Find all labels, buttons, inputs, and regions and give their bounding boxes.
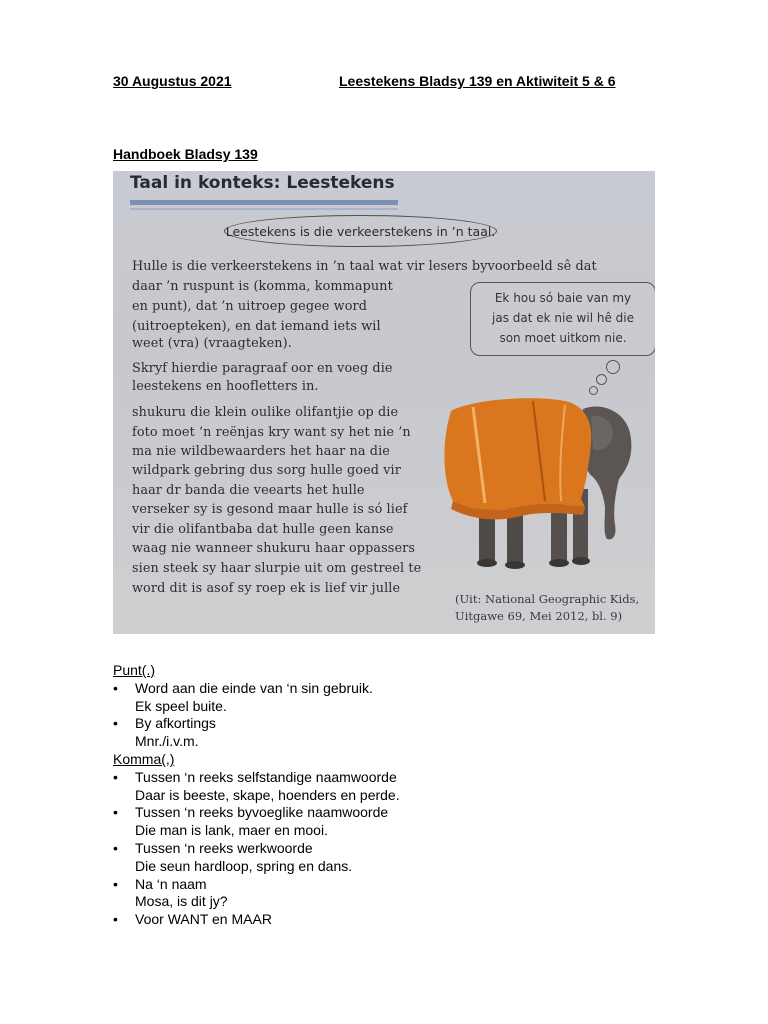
punt-heading: Punt(.) [113,662,156,678]
bullet-icon: • [113,839,118,856]
exercise-line: haar dr banda die veearts het hulle [132,483,365,498]
bubble-line: son moet uitkom nie. [499,331,627,345]
list-item [113,911,713,929]
bullet-icon: • [113,679,118,696]
elephant-in-raincoat-image [433,383,643,593]
bubble-line: jas dat ek nie wil hê die [492,311,634,325]
list-item-example: Ek speel buite. [135,697,227,714]
photo-caption-line: Uitgawe 69, Mei 2012, bl. 9) [455,609,623,623]
list-item-text: Tussen ‘n reeks byvoeglike naamwoorde [135,804,389,821]
speech-bubble [470,282,655,356]
list-item-example: Mnr./i.v.m. [135,733,199,750]
list-item-text: By afkortings [135,715,216,732]
intro-line: (uitroepteken), en dat iemand iets wil [132,319,381,334]
bullet-icon: • [113,804,118,821]
textbook-title: Taal in konteks: Leestekens [130,173,395,193]
exercise-line: waag nie wanneer shukuru haar oppassers [132,541,416,556]
title-underline-bar-thin [130,208,398,210]
exercise-line: word dit is asof sy roep ek is lief vir julle [132,581,401,596]
list-item [113,769,713,787]
bubble-line: Ek hou só baie van my [494,291,632,305]
list-item-text: Na ‘n naam [135,875,207,892]
definition-text: Leestekens is die verkeerstekens in ’n taal. [225,223,496,239]
list-item-text: Voor WANT en MAAR [135,911,272,928]
exercise-line: wildpark gebring dus sorg hulle goed vir [132,463,401,478]
list-item-example: Daar is beeste, skape, hoenders en perde. [135,786,400,803]
photo-caption-line: (Uit: National Geographic Kids, [455,592,640,606]
exercise-line: ma nie wildbewaarders het haar na die [132,444,390,459]
list-item-text: Tussen ‘n reeks selfstandige naamwoorde [135,768,397,785]
list-item-example: Die seun hardloop, spring en dans. [135,857,353,874]
instruction-line: Skryf hierdie paragraaf oor en voeg die [132,361,393,376]
instruction-line: leestekens en hoofletters in. [132,379,319,394]
thought-dot [606,360,620,374]
list-item-text: Word aan die einde van ‘n sin gebruik. [135,679,373,696]
section-heading: Handboek Bladsy 139 [113,146,258,162]
bullet-icon: • [113,715,118,732]
intro-line: daar ’n ruspunt is (komma, kommapunt [132,279,393,294]
intro-line: en punt), dat ’n uitroep gegee word [132,299,368,314]
punctuation-notes [113,662,713,929]
document-date: 30 Augustus 2021 [113,73,232,89]
bullet-icon: • [113,875,118,892]
textbook-page-photo [113,171,655,634]
intro-line: Hulle is die verkeerstekens in ’n taal wat vir lesers byvoorbeeld sê dat [132,259,597,274]
bullet-icon: • [113,911,118,928]
list-item-text: Tussen ‘n reeks werkwoorde [135,839,313,856]
title-underline-bar [130,200,398,205]
list-item [113,680,713,698]
document-title: Leestekens Bladsy 139 en Aktiwiteit 5 & 6 [339,73,616,89]
list-item-example: Mosa, is dit jy? [135,893,228,910]
exercise-line: vir die olifantbaba dat hulle geen kanse [132,522,394,537]
list-item [113,876,713,894]
exercise-line: verseker sy is gesond maar hulle is só lief [132,502,408,517]
definition-oval [224,215,497,247]
list-item [113,715,713,733]
list-item-example: Die man is lank, maer en mooi. [135,822,328,839]
komma-heading: Komma(,) [113,750,175,767]
exercise-line: sien steek sy haar slurpie uit om gestreel te [132,561,422,576]
exercise-line: foto moet ’n reënjas kry want sy het nie ’n [132,425,411,440]
exercise-line: shukuru die klein oulike olifantjie op die [132,405,399,420]
list-item [113,840,713,858]
intro-line: weet (vra) (vraagteken). [132,336,292,351]
list-item [113,804,713,822]
bullet-icon: • [113,768,118,785]
